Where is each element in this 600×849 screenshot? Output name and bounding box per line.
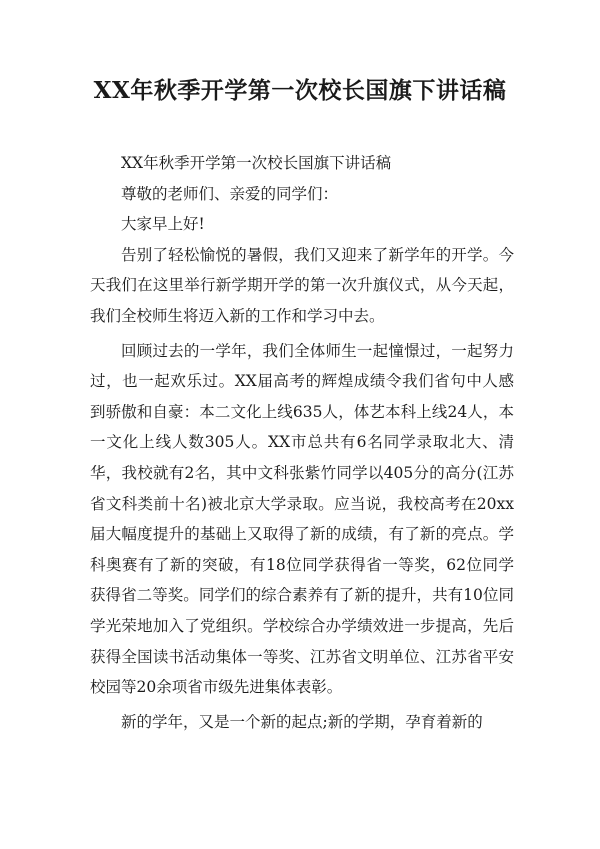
paragraph-salutation: 尊敬的老师们、亲爱的同学们： bbox=[121, 184, 339, 203]
document-title: XX年秋季开学第一次校长国旗下讲话稿 bbox=[93, 77, 507, 104]
paragraph-new-year: 新的学年，又是一个新的起点;新的学期，孕育着新的 bbox=[121, 712, 483, 731]
paragraph-greeting: 大家早上好! bbox=[121, 215, 205, 234]
paragraph-review: 回顾过去的一学年，我们全体师生一起憧憬过，一起努力过，也一起欢乐过。XX届高考的辉煌成绩令我们省句中人感到骄傲和自豪：本二文化上线635人，体艺本科上线24人，本一文化上线人数305人。XX市总共有6名同学录取北大、清华，我校就有2名，其中文科张紫竹同学以405分的高分(江苏省文科类前十名)被北京大学录取。应当说，我校高考在20xx届大幅度提升的基础上又取得了新的成绩，有了新的亮点。学科奥赛有了新的突破，有18位同学获得省一等奖，62位同学获得省二等奖。同学们的综合素养有了新的提升，共有10位同学光荣地加入了党组织。学校综合办学绩效进一步提高，先后获得全国读书活动集体一等奖、江苏省文明单位、江苏省平安校园等20余项省市级先进集体表彰。 bbox=[90, 341, 514, 697]
paragraph-heading: XX年秋季开学第一次校长国旗下讲话稿 bbox=[121, 154, 392, 172]
document-body bbox=[90, 148, 514, 737]
paragraph-opening: 告别了轻松愉悦的暑假，我们又迎来了新学年的开学。今天我们在这里举行新学期开学的第一次升旗仪式，从今天起，我们全校师生将迈入新的工作和学习中去。 bbox=[90, 245, 514, 325]
